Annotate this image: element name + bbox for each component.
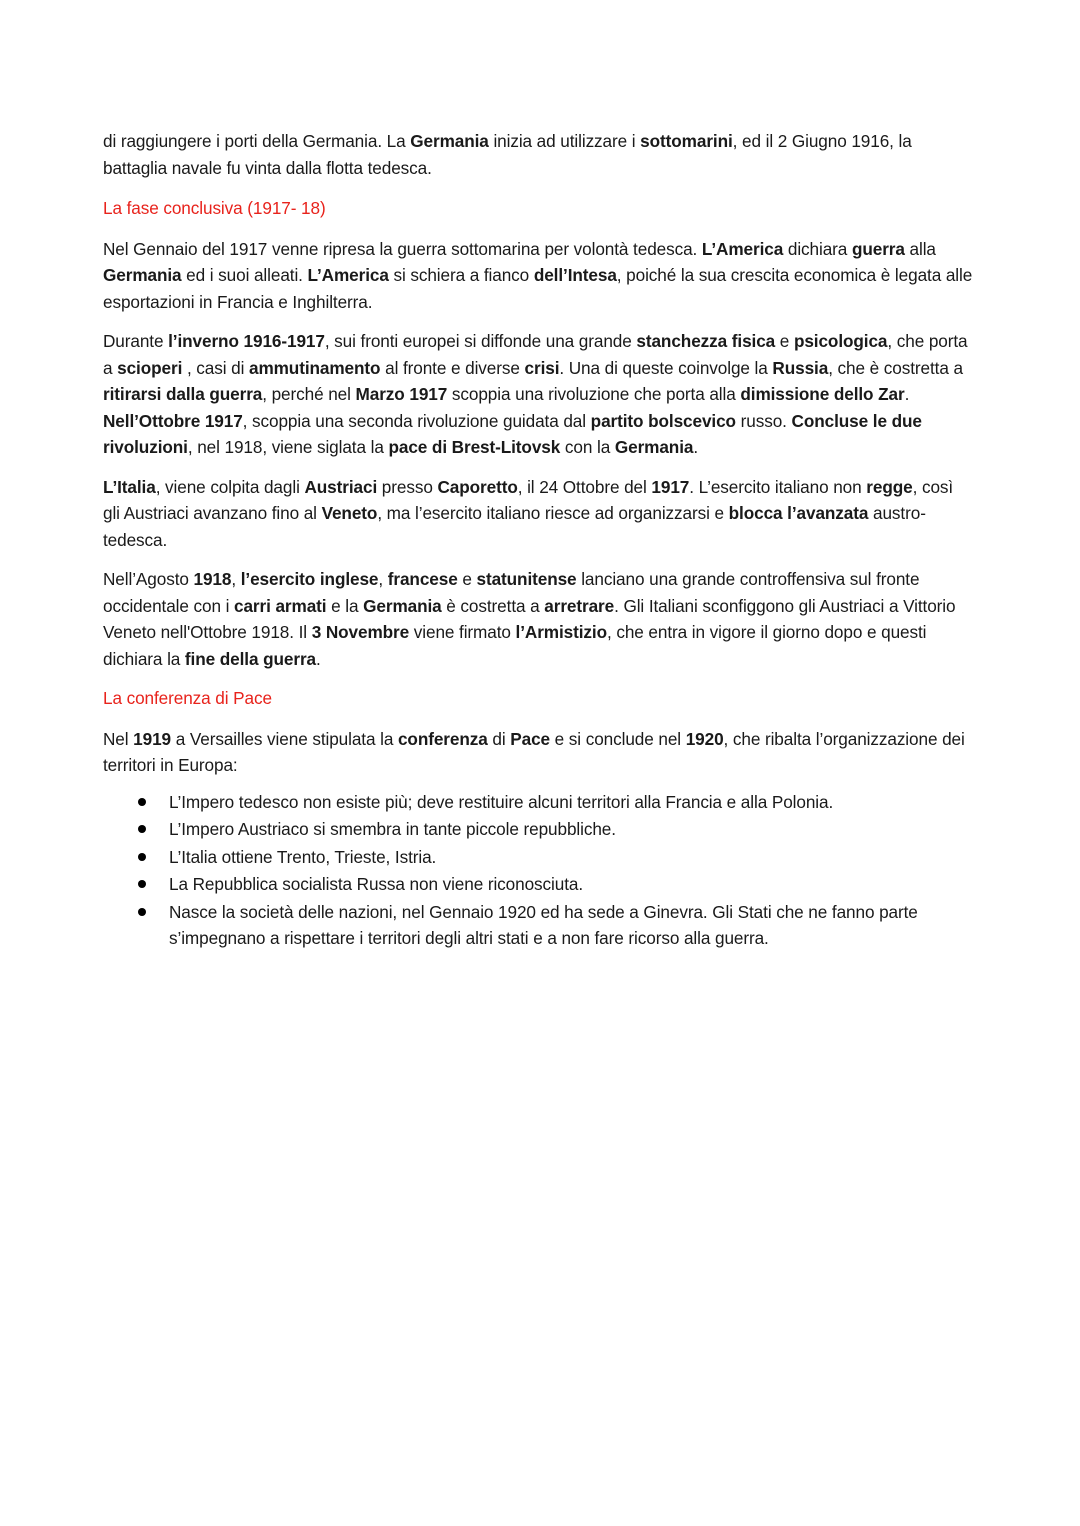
- bold-run: l’esercito inglese: [240, 569, 379, 589]
- text-run: , perché nel: [262, 384, 356, 404]
- text-run: e: [457, 569, 477, 589]
- bold-run: 1920: [685, 728, 724, 749]
- bold-run: Pace: [510, 728, 550, 749]
- text-run: . Una di queste coinvolge la: [559, 357, 773, 378]
- bold-run: Veneto: [321, 503, 378, 523]
- bold-run: L’America: [307, 265, 389, 285]
- text-run: , poiché la sua crescita economica è legata alle esportazioni in Francia e Inghilterra.: [103, 265, 973, 312]
- text-run: austro-tedesca.: [103, 503, 926, 550]
- text-run: .: [693, 437, 699, 457]
- text-run: alla: [904, 238, 936, 259]
- text-run: ed i suoi alleati.: [181, 265, 308, 285]
- bold-run: L’America: [701, 238, 784, 259]
- paragraph-italia-caporetto: [103, 474, 973, 554]
- text-run: di: [487, 728, 511, 749]
- bold-run: regge: [866, 476, 913, 497]
- text-run: e: [775, 331, 794, 351]
- text-run: Durante: [103, 331, 169, 351]
- bold-run: Nell’Ottobre 1917: [103, 410, 243, 431]
- bullet-icon: [138, 798, 146, 806]
- bold-run: scioperi: [117, 357, 183, 378]
- bold-run: Germania: [363, 595, 442, 616]
- text-run: Nell’Agosto: [103, 569, 194, 589]
- bold-run: pace di Brest-Litovsk: [388, 437, 561, 457]
- bold-run: 1918: [193, 569, 232, 589]
- text-run: , che entra in vigore il giorno dopo e questi dichiara la: [103, 622, 927, 669]
- bold-run: Germania: [410, 131, 489, 151]
- text-run: inizia ad utilizzare i: [488, 131, 641, 151]
- bullet-icon: [138, 880, 146, 888]
- bold-run: stanchezza fisica: [636, 331, 776, 351]
- list-item: [103, 789, 973, 816]
- bullet-icon: [138, 908, 146, 916]
- text-run: è costretta a: [441, 595, 545, 616]
- list-item: [103, 844, 973, 871]
- bullet-list-treaty-outcomes: [103, 789, 973, 952]
- text-run: , casi di: [182, 357, 249, 378]
- paragraph-gennaio-1917: [103, 236, 973, 316]
- text-run: , viene colpita dagli: [155, 476, 305, 497]
- text-run: viene firmato: [409, 622, 516, 642]
- bold-run: statunitense: [476, 569, 577, 589]
- text-run: scoppia una rivoluzione che porta alla: [447, 384, 741, 404]
- text-run: e si conclude nel: [550, 728, 686, 749]
- list-item-text: L’Impero tedesco non esiste più; deve restituire alcuni territori alla Francia e alla Polonia.: [169, 791, 834, 812]
- bold-run: Russia: [772, 357, 829, 378]
- document-page: [103, 128, 973, 953]
- text-run: dichiara: [783, 238, 852, 259]
- bold-run: l’Armistizio: [515, 622, 607, 642]
- text-run: Nel Gennaio del 1917 venne ripresa la guerra sottomarina per volontà tedesca.: [103, 238, 702, 259]
- paragraph-inverno-1916: [103, 328, 973, 461]
- bold-run: conferenza: [397, 728, 488, 749]
- text-run: Nel: [103, 728, 134, 749]
- text-run: , così gli Austriaci avanzano fino al: [103, 476, 954, 523]
- list-item-text: L’Impero Austriaco si smembra in tante piccole repubbliche.: [169, 819, 616, 839]
- bold-run: l’inverno 1916-1917: [168, 331, 325, 351]
- text-run: , il 24 Ottobre del: [517, 476, 652, 497]
- list-item: [103, 899, 973, 952]
- bold-run: Germania: [103, 265, 182, 285]
- bullet-icon: [138, 853, 146, 861]
- list-item-text: Nasce la società delle nazioni, nel Gennaio 1920 ed ha sede a Ginevra. Gli Stati che ne fanno parte s’impegnano a rispettare i territori degli altri stati e a non fare ricorso alla guerra.: [169, 901, 918, 948]
- list-item-text: L’Italia ottiene Trento, Trieste, Istria.: [169, 846, 437, 867]
- text-run: al fronte e diverse: [380, 357, 525, 378]
- text-run: a Versailles viene stipulata la: [171, 728, 398, 749]
- text-run: , che ribalta l’organizzazione dei territori in Europa:: [103, 728, 965, 775]
- text-run: con la: [560, 437, 615, 457]
- bold-run: 1919: [133, 728, 172, 749]
- text-run: presso: [377, 476, 438, 497]
- paragraph-intro: [103, 128, 973, 181]
- text-run: di raggiungere i porti della Germania. La: [103, 131, 411, 151]
- text-run: russo.: [735, 410, 792, 431]
- bold-run: dell’Intesa: [533, 265, 617, 285]
- text-run: , ma l’esercito italiano riesce ad organizzarsi e: [377, 503, 729, 523]
- bold-run: arretrare: [544, 595, 615, 616]
- bold-run: Germania: [614, 437, 694, 457]
- section-heading-fase-conclusiva: La fase conclusiva (1917- 18): [103, 198, 326, 218]
- bold-run: Caporetto: [437, 476, 518, 497]
- bold-run: crisi: [524, 357, 560, 378]
- bold-run: partito bolscevico: [590, 410, 736, 431]
- bold-run: dimissione dello Zar: [740, 384, 905, 404]
- bold-run: blocca l’avanzata: [728, 503, 869, 523]
- section-heading-conferenza-pace: La conferenza di Pace: [103, 688, 272, 708]
- text-run: . L’esercito italiano non: [689, 476, 867, 497]
- bold-run: 3 Novembre: [311, 622, 410, 642]
- text-run: ,: [231, 569, 241, 589]
- text-run: e la: [326, 595, 364, 616]
- text-run: , che porta a: [103, 331, 968, 378]
- bold-run: Austriaci: [304, 476, 378, 497]
- text-run: si schiera a fianco: [388, 265, 534, 285]
- text-run: ,: [378, 569, 388, 589]
- bold-run: psicologica: [793, 331, 888, 351]
- paragraph-agosto-1918: [103, 566, 973, 672]
- list-item: [103, 871, 973, 898]
- text-run: , ed il 2 Giugno 1916, la battaglia navale fu vinta dalla flotta tedesca.: [103, 131, 912, 178]
- bold-run: carri armati: [234, 595, 327, 616]
- bold-run: francese: [387, 569, 458, 589]
- text-run: .: [316, 648, 321, 669]
- paragraph-1919-versailles: [103, 726, 973, 779]
- text-run: lanciano una grande controffensiva sul fronte occidentale con i: [103, 569, 920, 616]
- text-run: , scoppia una seconda rivoluzione guidata dal: [242, 410, 591, 431]
- text-run: . Gli Italiani sconfiggono gli Austriaci a Vittorio Veneto nell'Ottobre 1918. Il: [103, 595, 956, 642]
- bold-run: 1917: [651, 476, 690, 497]
- list-item: [103, 816, 973, 843]
- bullet-icon: [138, 825, 146, 833]
- text-run: , che è costretta a: [828, 357, 963, 378]
- bold-run: ammutinamento: [248, 357, 381, 378]
- bold-run: guerra: [851, 238, 905, 259]
- bold-run: sottomarini: [640, 131, 733, 151]
- list-item-text: La Repubblica socialista Russa non viene riconosciuta.: [169, 874, 584, 894]
- bold-run: Concluse le due rivoluzioni: [103, 410, 922, 457]
- bold-run: fine della guerra: [184, 648, 316, 669]
- text-run: .: [904, 384, 910, 404]
- text-run: , nel 1918, viene siglata la: [187, 437, 389, 457]
- bold-run: L’Italia: [103, 476, 156, 497]
- text-run: , sui fronti europei si diffonde una grande: [324, 331, 637, 351]
- bold-run: Marzo 1917: [355, 384, 448, 404]
- bold-run: ritirarsi dalla guerra: [103, 384, 263, 404]
